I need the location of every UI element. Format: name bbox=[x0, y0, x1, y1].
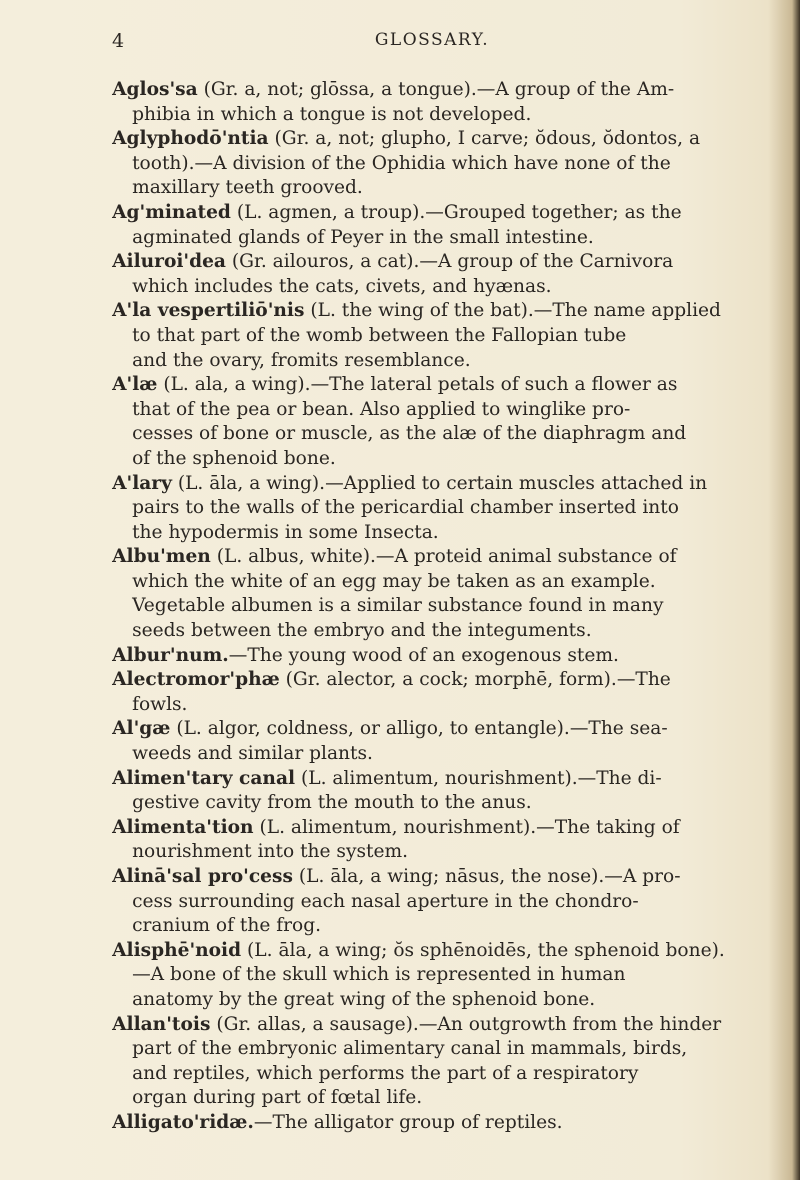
glossary-entry bbox=[113, 373, 763, 471]
entry-definition-text: (L. alimentum, nourishment).—The taking of bbox=[253, 816, 680, 838]
entry-definition-text: and reptiles, which performs the part of a respiratory bbox=[132, 1062, 639, 1084]
entry-headword: Alimenta'tion bbox=[112, 816, 254, 838]
entry-continuation-line bbox=[113, 988, 763, 1013]
entry-definition-text: phibia in which a tongue is not developed. bbox=[132, 103, 532, 125]
entry-headword: Aglyphodō'ntia bbox=[112, 128, 269, 150]
entry-headword: Ag'minated bbox=[112, 201, 231, 223]
entry-continuation-line bbox=[113, 324, 763, 349]
entry-continuation-line bbox=[113, 742, 763, 767]
entry-definition-text: weeds and similar plants. bbox=[132, 743, 373, 765]
entry-headword: Albur'num. bbox=[112, 644, 229, 666]
entry-definition-text: cess surrounding each nasal aperture in the chondro- bbox=[132, 890, 639, 912]
entry-definition-text: which the white of an egg may be taken as an example. bbox=[132, 570, 656, 592]
entry-definition-text: organ during part of fœtal life. bbox=[132, 1087, 423, 1109]
entry-definition-text: (L. agmen, a troup).—Grouped together; as the bbox=[230, 201, 682, 223]
entry-definition-text: cesses of bone or muscle, as the alæ of the diaphragm and bbox=[132, 423, 687, 445]
glossary-entry bbox=[113, 1111, 763, 1136]
entry-headword: Aglos'sa bbox=[112, 79, 198, 100]
entry-definition-text: (L. alimentum, nourishment).—The di- bbox=[295, 767, 662, 789]
entry-continuation-line bbox=[113, 176, 763, 201]
entry-first-line bbox=[113, 865, 763, 890]
entry-definition-text: (L. āla, a wing; ŏs sphēnoidēs, the sphenoid bone). bbox=[241, 939, 725, 961]
entry-first-line bbox=[113, 939, 763, 964]
entry-continuation-line bbox=[113, 496, 763, 521]
entry-definition-text: —The young wood of an exogenous stem. bbox=[228, 644, 619, 666]
entry-definition-text: tooth).—A division of the Ophidia which have none of the bbox=[132, 152, 671, 174]
glossary-entry bbox=[113, 472, 763, 546]
glossary-entry bbox=[113, 127, 763, 201]
entry-continuation-line bbox=[113, 226, 763, 251]
entry-definition-text: cranium of the frog. bbox=[132, 915, 322, 937]
glossary-entry bbox=[113, 644, 763, 669]
entry-continuation-line bbox=[113, 275, 763, 300]
entry-definition-text: the hypodermis in some Insecta. bbox=[132, 521, 439, 543]
glossary-entries bbox=[113, 78, 763, 1136]
entry-continuation-line bbox=[113, 1062, 763, 1087]
entry-continuation-line bbox=[113, 914, 763, 939]
running-title: GLOSSARY. bbox=[374, 30, 490, 50]
entry-continuation-line bbox=[113, 619, 763, 644]
glossary-entry bbox=[113, 78, 763, 127]
entry-continuation-line bbox=[113, 840, 763, 865]
entry-first-line bbox=[113, 668, 763, 693]
entry-headword: Albu'men bbox=[112, 546, 211, 568]
entry-first-line bbox=[113, 717, 763, 742]
entry-first-line bbox=[113, 78, 763, 103]
entry-first-line bbox=[113, 250, 763, 275]
entry-continuation-line bbox=[113, 570, 763, 595]
entry-continuation-line bbox=[113, 594, 763, 619]
entry-continuation-line bbox=[113, 447, 763, 472]
entry-continuation-line bbox=[113, 890, 763, 915]
entry-continuation-line bbox=[113, 103, 763, 128]
entry-headword: Ailuroi'dea bbox=[112, 251, 226, 273]
entry-first-line bbox=[113, 299, 763, 324]
entry-headword: A'læ bbox=[112, 374, 158, 396]
entry-definition-text: gestive cavity from the mouth to the anus. bbox=[132, 792, 532, 814]
entry-definition-text: (L. the wing of the bat).—The name applied bbox=[304, 300, 721, 322]
entry-definition-text: (Gr. alector, a cock; morphē, form).—The bbox=[279, 669, 671, 691]
entry-definition-text: fowls. bbox=[132, 693, 188, 715]
entry-first-line bbox=[113, 1111, 763, 1136]
entry-definition-text: agminated glands of Peyer in the small intestine. bbox=[132, 226, 594, 248]
entry-definition-text: seeds between the embryo and the integuments. bbox=[132, 620, 592, 642]
glossary-entry bbox=[113, 939, 763, 1013]
glossary-entry bbox=[113, 201, 763, 250]
entry-continuation-line bbox=[113, 693, 763, 718]
glossary-entry bbox=[113, 865, 763, 939]
glossary-entry bbox=[113, 717, 763, 766]
entry-definition-text: (Gr. allas, a sausage).—An outgrowth from the hinder bbox=[210, 1013, 722, 1035]
entry-definition-text: (Gr. a, not; glōssa, a tongue).—A group of the Am- bbox=[197, 79, 675, 100]
entry-first-line bbox=[113, 373, 763, 398]
entry-headword: Alimen'tary canal bbox=[112, 767, 296, 789]
entry-definition-text: of the sphenoid bone. bbox=[132, 447, 336, 469]
entry-headword: Al'gæ bbox=[112, 718, 171, 740]
entry-headword: Alisphē'noid bbox=[112, 939, 242, 961]
glossary-entry bbox=[113, 668, 763, 717]
entry-definition-text: nourishment into the system. bbox=[132, 841, 409, 863]
entry-continuation-line bbox=[113, 1037, 763, 1062]
entry-headword: A'lary bbox=[112, 472, 172, 494]
entry-continuation-line bbox=[113, 152, 763, 177]
page-number: 4 bbox=[112, 30, 125, 52]
entry-first-line bbox=[113, 127, 763, 152]
entry-first-line bbox=[113, 644, 763, 669]
entry-headword: A'la vespertiliō'nis bbox=[112, 300, 305, 322]
entry-headword: Alligato'ridæ. bbox=[112, 1111, 254, 1133]
page-header bbox=[112, 30, 752, 60]
entry-continuation-line bbox=[113, 349, 763, 374]
entry-definition-text: —A bone of the skull which is represented in human bbox=[132, 964, 626, 986]
glossary-entry bbox=[113, 299, 763, 373]
entry-first-line bbox=[113, 201, 763, 226]
entry-headword: Alinā'sal pro'cess bbox=[112, 866, 293, 887]
entry-definition-text: part of the embryonic alimentary canal in mammals, birds, bbox=[132, 1038, 688, 1060]
glossary-entry bbox=[113, 1013, 763, 1111]
entry-continuation-line bbox=[113, 963, 763, 988]
entry-definition-text: (L. āla, a wing).—Applied to certain muscles attached in bbox=[171, 472, 708, 494]
entry-definition-text: maxillary teeth grooved. bbox=[132, 177, 363, 199]
entry-definition-text: and the ovary, fromits resemblance. bbox=[132, 349, 471, 371]
glossary-entry bbox=[113, 545, 763, 643]
entry-continuation-line bbox=[113, 791, 763, 816]
entry-first-line bbox=[113, 1013, 763, 1038]
entry-definition-text: pairs to the walls of the pericardial chamber inserted into bbox=[132, 497, 679, 519]
entry-definition-text: anatomy by the great wing of the sphenoid bone. bbox=[132, 988, 596, 1010]
entry-headword: Allan'tois bbox=[112, 1013, 211, 1035]
entry-definition-text: (L. algor, coldness, or alligo, to entangle).—The sea- bbox=[170, 718, 668, 740]
entry-continuation-line bbox=[113, 521, 763, 546]
entry-definition-text: (Gr. a, not; glupho, I carve; ŏdous, ŏdontos, a bbox=[268, 128, 701, 150]
entry-continuation-line bbox=[113, 422, 763, 447]
entry-definition-text: (Gr. ailouros, a cat).—A group of the Carnivora bbox=[225, 251, 674, 273]
entry-definition-text: which includes the cats, civets, and hyænas. bbox=[132, 275, 552, 297]
entry-definition-text: (L. albus, white).—A proteid animal substance of bbox=[210, 546, 677, 568]
entry-definition-text: to that part of the womb between the Fallopian tube bbox=[132, 324, 627, 346]
entry-definition-text: —The alligator group of reptiles. bbox=[253, 1111, 563, 1133]
entry-definition-text: (L. āla, a wing; nāsus, the nose).—A pro- bbox=[292, 866, 681, 887]
entry-first-line bbox=[113, 472, 763, 497]
entry-definition-text: that of the pea or bean. Also applied to winglike pro- bbox=[132, 398, 631, 420]
entry-definition-text: Vegetable albumen is a similar substance found in many bbox=[132, 595, 664, 617]
glossary-entry bbox=[113, 250, 763, 299]
entry-first-line bbox=[113, 767, 763, 792]
entry-continuation-line bbox=[113, 1086, 763, 1111]
entry-headword: Alectromor'phæ bbox=[112, 669, 280, 691]
entry-continuation-line bbox=[113, 398, 763, 423]
glossary-entry bbox=[113, 767, 763, 816]
entry-first-line bbox=[113, 816, 763, 841]
entry-first-line bbox=[113, 545, 763, 570]
entry-definition-text: (L. ala, a wing).—The lateral petals of such a flower as bbox=[157, 374, 678, 396]
glossary-entry bbox=[113, 816, 763, 865]
